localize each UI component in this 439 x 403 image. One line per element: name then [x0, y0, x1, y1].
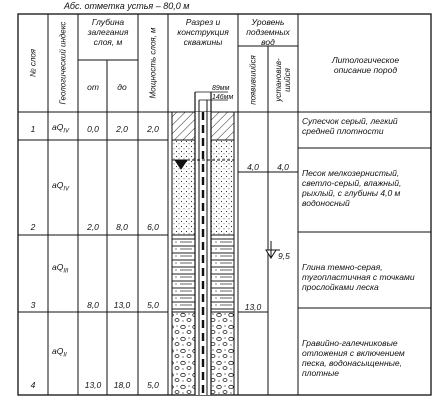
header-lithology: Литологическое описание пород: [331, 55, 400, 75]
wellhead-elevation: Абс. отметка устья – 80,0 м: [64, 1, 190, 11]
depth-to: 13,0: [113, 300, 131, 310]
geo-index: $aQ_{II}$: [52, 346, 67, 359]
depth-from: 0,0: [87, 124, 99, 134]
geo-index: $aQ_{IV}$: [52, 122, 70, 135]
depth-to: 18,0: [113, 380, 131, 390]
header-thickness: Мощность слоя, м: [148, 27, 158, 99]
water-established-value: 4,0: [277, 162, 289, 172]
casing-outer-label: 89мм: [212, 85, 230, 92]
header-groundwater: Уровень подземных вод: [246, 17, 290, 47]
header-depth-from: от: [87, 82, 99, 92]
depth-to: 2,0: [116, 124, 128, 134]
layer-no: 4: [30, 380, 36, 390]
lithology-description: Гравийно-галечниковые отложения с включением песка, водонасыщенные, плотные: [302, 338, 405, 378]
thickness: 5,0: [147, 300, 159, 310]
depth-from: 8,0: [87, 300, 99, 310]
header-gw-established: установив-шийся: [274, 58, 292, 102]
layer-no: 1: [30, 124, 36, 134]
header-geo-index: Геологический индекс: [58, 21, 68, 105]
thickness: 6,0: [147, 222, 159, 232]
depth-to: 8,0: [116, 222, 128, 232]
header-section: Разрез и конструкция скважины: [177, 17, 229, 47]
casing-inner-label: 146мм: [212, 94, 234, 101]
header-gw-appeared: появившийся: [248, 55, 258, 105]
header-layer-no: № слоя: [28, 49, 38, 77]
water-established-value: 9,5: [278, 251, 290, 261]
layer-no: 3: [30, 300, 36, 310]
header-depth-to: до: [117, 82, 127, 92]
lithology-description: Песок мелкозернистый, светло-серый, влажный, рыхлый, с глубины 4,0 м водоносный: [302, 168, 402, 208]
water-appeared-value: 4,0: [247, 162, 259, 172]
geo-index: $aQ_{IV}$: [52, 180, 70, 193]
thickness: 2,0: [147, 124, 159, 134]
header-depth: Глубина залегания слоя, м: [87, 17, 129, 47]
lithology-description: Супесчок серый, легкий средней плотности: [302, 116, 398, 136]
water-appeared-value: 13,0: [244, 302, 262, 312]
lithology-description: Глина темно-серая, тугопластичная с точками прослойками леска: [302, 262, 415, 292]
geo-index: $aQ_{III}$: [52, 262, 69, 275]
layer-no: 2: [30, 222, 36, 232]
depth-from: 13,0: [84, 380, 102, 390]
depth-from: 2,0: [87, 222, 99, 232]
thickness: 5,0: [147, 380, 159, 390]
